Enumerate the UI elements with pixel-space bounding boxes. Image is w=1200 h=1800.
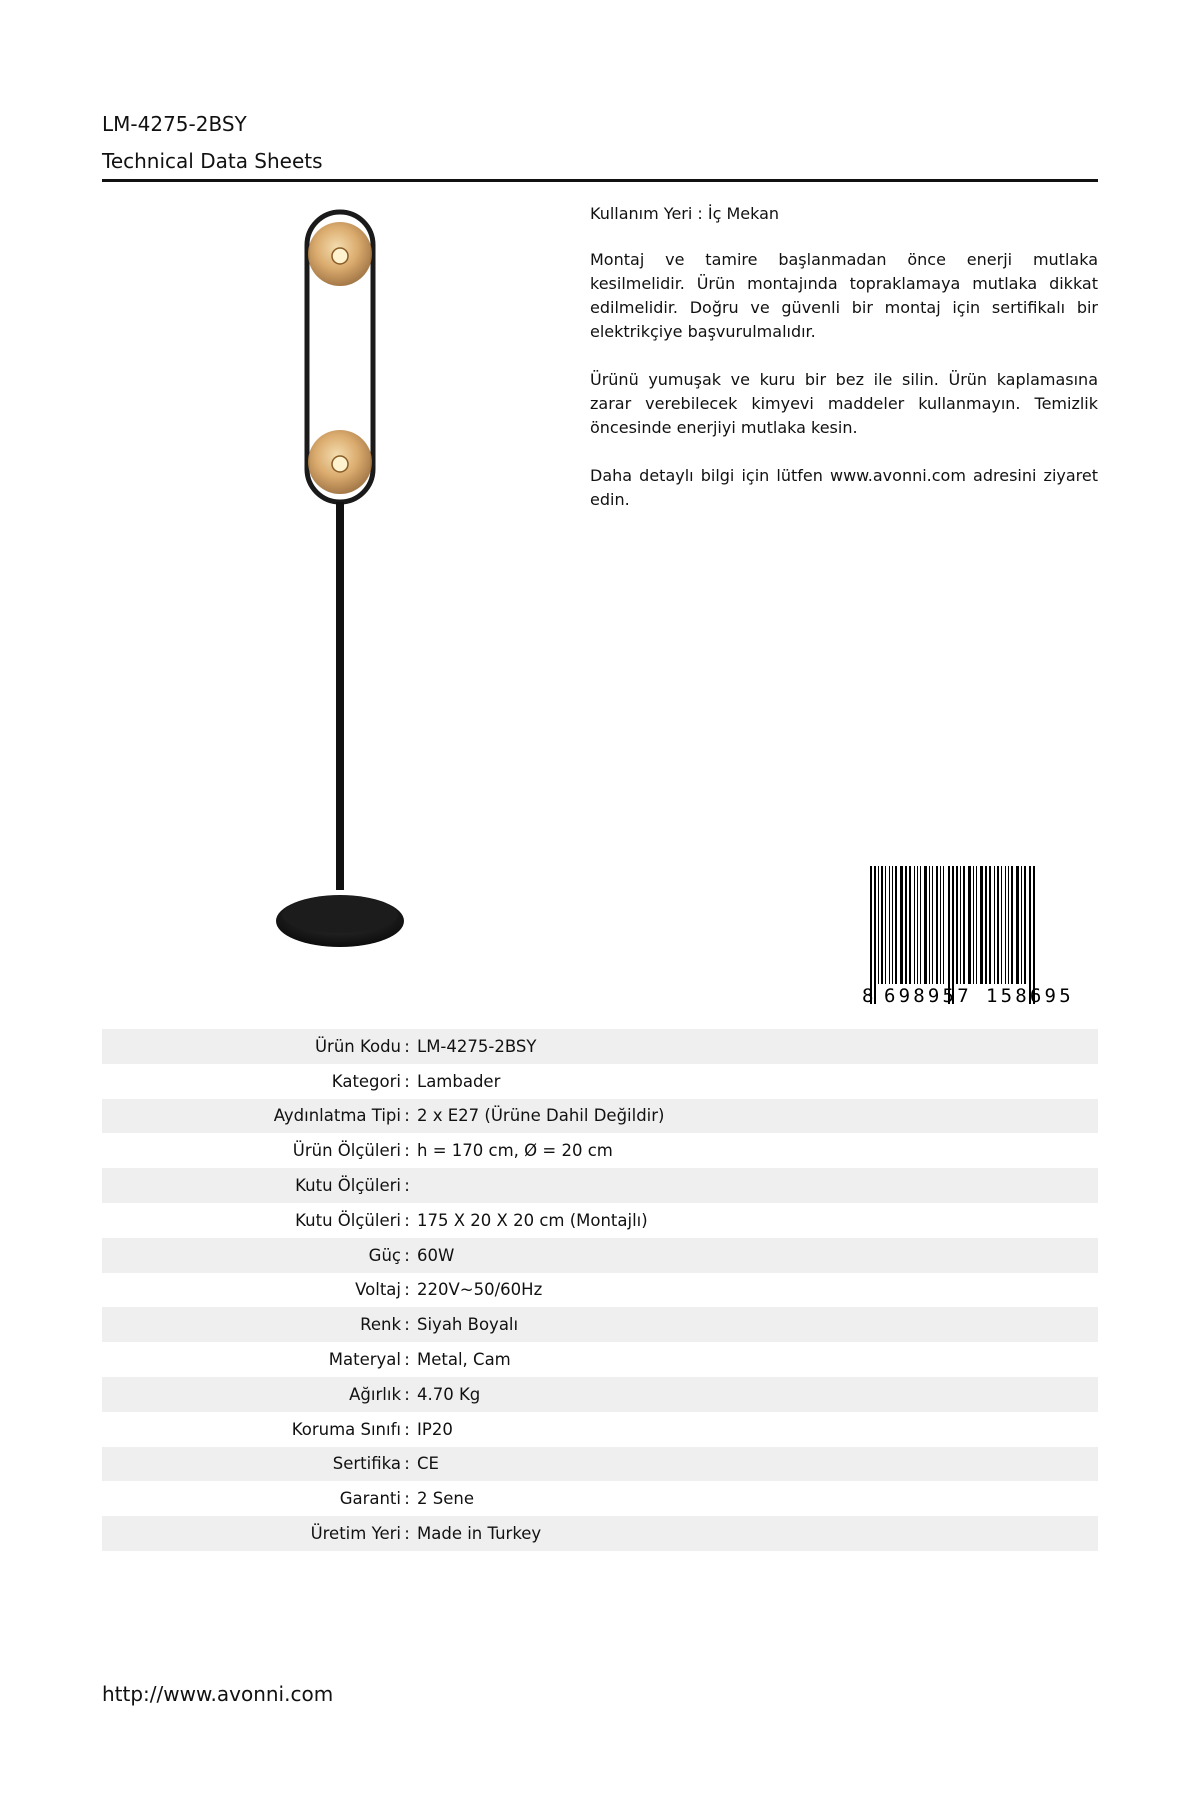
spec-separator: :	[404, 1141, 410, 1161]
spec-label: Aydınlatma Tipi	[273, 1106, 401, 1126]
barcode-bar	[932, 866, 933, 984]
lamp-pole	[336, 502, 344, 890]
spec-separator: :	[404, 1071, 410, 1091]
spec-value: 2 x E27 (Ürüne Dahil Değildir)	[417, 1106, 665, 1126]
barcode-bar	[920, 866, 921, 984]
spec-separator: :	[404, 1036, 410, 1056]
spec-label: Kategori	[331, 1071, 401, 1091]
barcode-bar	[885, 866, 886, 984]
barcode-bar	[1005, 866, 1006, 984]
spec-separator: :	[404, 1524, 410, 1544]
spec-row	[102, 1168, 1098, 1203]
spec-separator: :	[404, 1106, 410, 1126]
barcode-bar	[1021, 866, 1022, 984]
barcode-bar	[960, 866, 961, 984]
lower-bulb	[332, 456, 348, 472]
spec-row	[102, 1342, 1098, 1377]
barcode-bar	[952, 866, 954, 1004]
barcode-bar	[1024, 866, 1026, 984]
barcode-bar	[900, 866, 903, 984]
cleaning-instructions: Ürünü yumuşak ve kuru bir bez ile silin. Ürün kaplamasına zarar verebilecek kimyevi maddeler kullanmayın. Temizlik öncesinde enerjiyi mutlaka kesin.	[590, 370, 1098, 437]
spec-separator: :	[404, 1489, 410, 1509]
barcode-bar	[878, 866, 879, 984]
spec-label: Koruma Sınıfı	[291, 1419, 401, 1439]
spec-value: 175 X 20 X 20 cm (Montajlı)	[417, 1210, 648, 1230]
barcode-bar	[948, 866, 950, 1004]
spec-separator: :	[404, 1454, 410, 1474]
spec-separator: :	[404, 1176, 410, 1196]
product-barcode	[858, 866, 1098, 1004]
barcode-bar	[994, 866, 995, 984]
spec-separator: :	[404, 1315, 410, 1335]
spec-separator: :	[404, 1245, 410, 1265]
spec-separator: :	[404, 1350, 410, 1370]
spec-value: Made in Turkey	[417, 1524, 542, 1544]
barcode-bar	[968, 866, 971, 984]
barcode-bar	[989, 866, 991, 984]
spec-value: CE	[417, 1454, 439, 1474]
spec-label: Kutu Ölçüleri	[295, 1176, 401, 1196]
spec-separator: :	[404, 1419, 410, 1439]
barcode-bar	[1008, 866, 1009, 984]
spec-row	[102, 1447, 1098, 1482]
spec-value: Lambader	[417, 1071, 501, 1091]
spec-label: Voltaj	[355, 1280, 401, 1300]
spec-row	[102, 1481, 1098, 1516]
barcode-bar	[1016, 866, 1019, 984]
barcode-bar	[870, 866, 872, 1004]
spec-row	[102, 1064, 1098, 1099]
spec-row	[102, 1273, 1098, 1308]
spec-value: h = 170 cm, Ø = 20 cm	[417, 1141, 613, 1161]
barcode-bar	[874, 866, 876, 1004]
barcode-bar	[914, 866, 915, 984]
product-info-text	[590, 202, 1098, 536]
barcode-bar	[889, 866, 890, 984]
spec-separator: :	[404, 1280, 410, 1300]
spec-row	[102, 1099, 1098, 1134]
spec-row	[102, 1307, 1098, 1342]
barcode-bar	[1011, 866, 1013, 984]
more-info-note: Daha detaylı bilgi için lütfen www.avonni.com adresini ziyaret edin.	[590, 466, 1098, 509]
spec-label: Sertifika	[332, 1454, 401, 1474]
spec-label: Ağırlık	[349, 1384, 401, 1404]
spec-value: Siyah Boyalı	[417, 1315, 519, 1335]
spec-label: Üretim Yeri	[310, 1524, 401, 1544]
barcode-bar	[881, 866, 883, 984]
barcode-bar	[973, 866, 974, 984]
spec-separator: :	[404, 1210, 410, 1230]
barcode-bar	[985, 866, 987, 984]
barcode-bar	[1033, 866, 1035, 1004]
spec-row	[102, 1377, 1098, 1412]
barcode-lead-digit: 8	[862, 985, 874, 1004]
barcode-bar	[917, 866, 918, 984]
barcode-bar	[936, 866, 938, 984]
barcode-right-digits: 158695	[986, 985, 1074, 1004]
usage-location: Kullanım Yeri : İç Mekan	[590, 204, 780, 223]
barcode-bar	[976, 866, 977, 984]
spec-row	[102, 1133, 1098, 1168]
spec-label: Ürün Ölçüleri	[292, 1141, 401, 1161]
barcode-bar	[895, 866, 897, 984]
upper-bulb	[332, 248, 348, 264]
spec-value: LM-4275-2BSY	[417, 1036, 537, 1056]
product-code-heading: LM-4275-2BSY	[102, 112, 247, 136]
spec-label: Kutu Ölçüleri	[295, 1210, 401, 1230]
spec-value: 220V~50/60Hz	[417, 1280, 543, 1300]
document-subtitle: Technical Data Sheets	[102, 149, 323, 173]
barcode-bar	[980, 866, 983, 984]
spec-row	[102, 1238, 1098, 1273]
spec-value: 2 Sene	[417, 1489, 474, 1509]
spec-value: 4.70 Kg	[417, 1384, 481, 1404]
spec-row	[102, 1029, 1098, 1064]
spec-label: Güç	[368, 1245, 401, 1265]
barcode-bar	[892, 866, 893, 984]
spec-row	[102, 1412, 1098, 1447]
spec-label: Renk	[360, 1315, 401, 1335]
spec-label: Materyal	[328, 1350, 401, 1370]
barcode-bar	[924, 866, 927, 984]
footer-url: http://www.avonni.com	[102, 1682, 334, 1706]
barcode-left-digits: 698957	[884, 985, 972, 1004]
barcode-bar	[943, 866, 944, 984]
spec-value: IP20	[417, 1419, 453, 1439]
installation-warning: Montaj ve tamire başlanmadan önce enerji mutlaka kesilmelidir. Ürün montajında topraklamaya mutlaka dikkat edilmelidir. Doğru ve güvenli bir montaj için sertifikalı bir elektrikçiye başvurulmalıdır.	[590, 250, 1098, 341]
barcode-bar	[963, 866, 965, 984]
barcode-bar	[956, 866, 958, 984]
barcode-bar	[1029, 866, 1031, 1004]
spec-row	[102, 1203, 1098, 1238]
barcode-bar	[997, 866, 999, 984]
spec-label: Garanti	[339, 1489, 401, 1509]
header-divider	[102, 179, 1098, 182]
barcode-bar	[909, 866, 911, 984]
specifications-table	[102, 1029, 1098, 1551]
spec-separator: :	[404, 1384, 410, 1404]
spec-value: Metal, Cam	[417, 1350, 511, 1370]
barcode-bar	[905, 866, 907, 984]
barcode-bar	[940, 866, 941, 984]
floor-lamp-product-image	[270, 206, 410, 951]
spec-label: Ürün Kodu	[314, 1036, 401, 1056]
spec-row	[102, 1516, 1098, 1551]
barcode-bar	[1001, 866, 1002, 984]
barcode-bar	[929, 866, 930, 984]
spec-value: 60W	[417, 1245, 455, 1265]
